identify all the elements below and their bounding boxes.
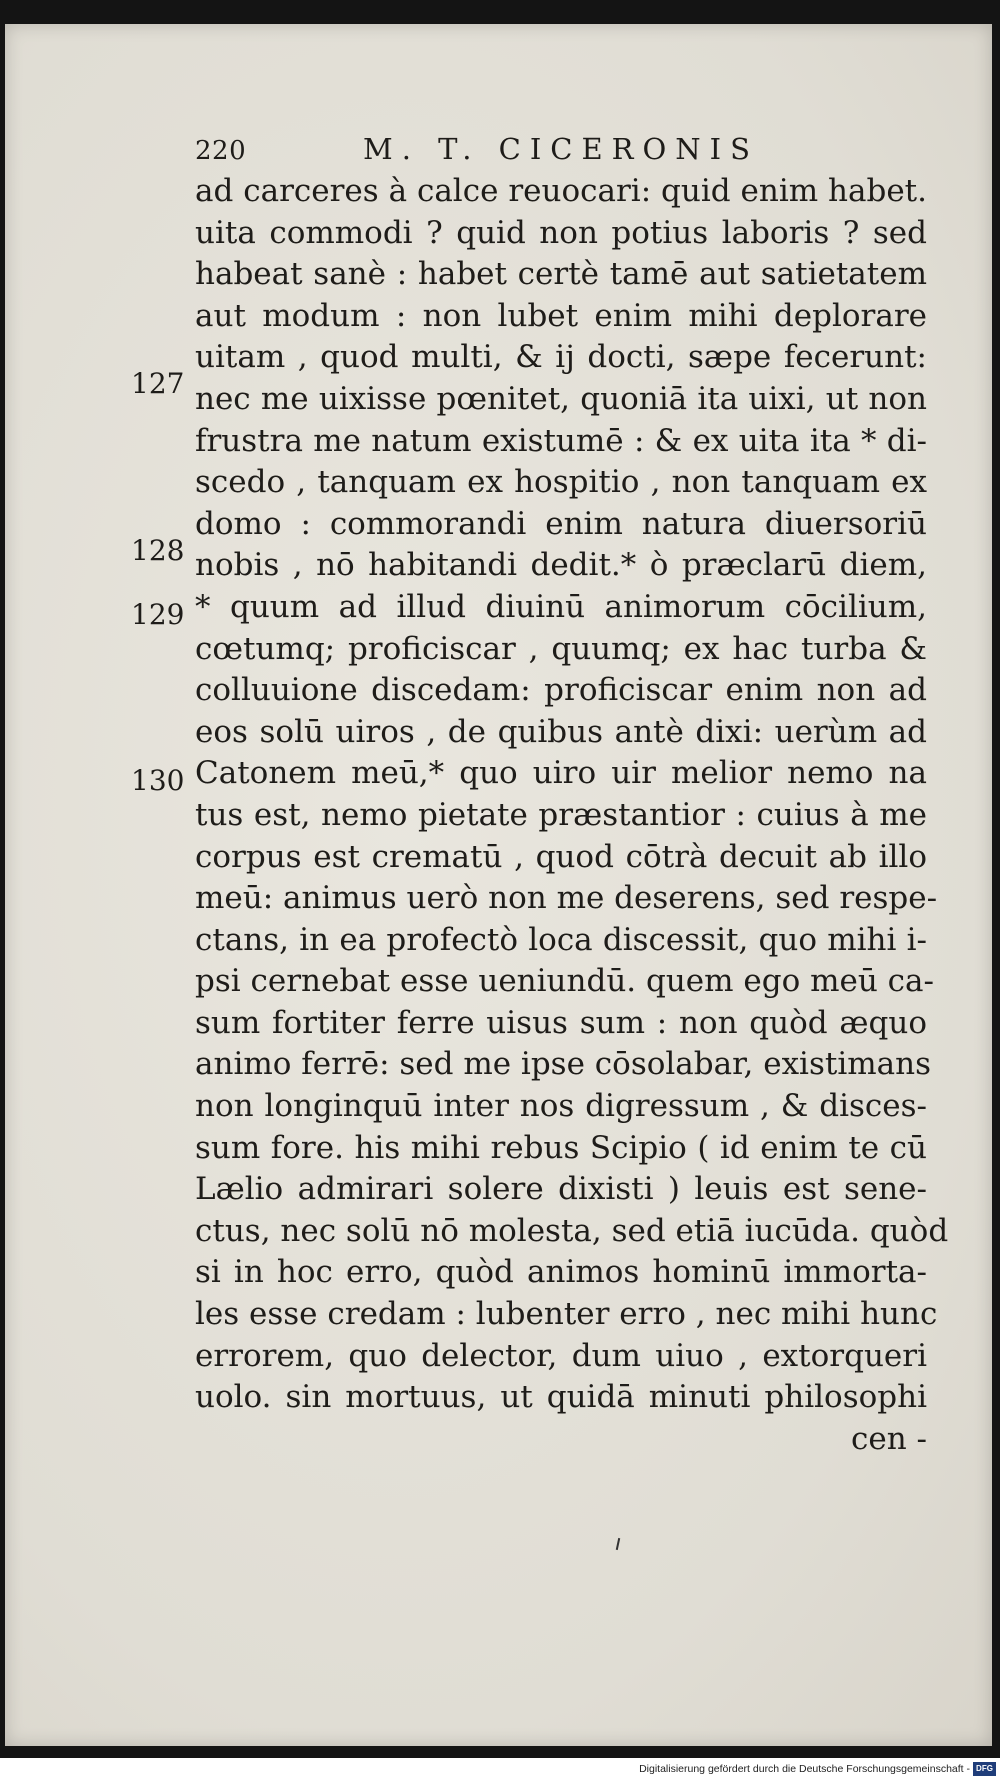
margin-number: 129 <box>131 598 185 631</box>
text-line: Lælio admirari solere dixisti ) leuis est sene- <box>195 1171 927 1208</box>
page-header <box>195 132 925 172</box>
text-line: eos solū uiros , de quibus antè dixi: uerùm ad <box>195 713 927 750</box>
text-line: animo ferrē: sed me ipse cōsolabar, existimans <box>195 1046 932 1083</box>
text-line: ctus, nec solū nō molesta, sed etiā iucūda. quòd <box>195 1212 949 1249</box>
text-line: non longinquū inter nos digressum , & disces- <box>195 1088 927 1125</box>
text-line: si in hoc erro, quòd animos hominū immorta- <box>195 1254 927 1291</box>
margin-number: 130 <box>131 764 185 797</box>
text-line: corpus est crematū , quod cōtrà decuit ab illo <box>195 838 927 875</box>
text-line: domo : commorandi enim natura diuersoriū <box>195 505 927 542</box>
text-line: sum fore. his mihi rebus Scipio ( id enim te cū <box>195 1129 927 1166</box>
text-line: ctans, in ea profectò loca discessit, quo mihi i- <box>195 921 927 958</box>
text-line: tus est, nemo pietate præstantior : cuius à me <box>195 796 927 833</box>
text-line: * quum ad illud diuinū animorum cōcilium, <box>195 588 927 625</box>
digitization-footer <box>0 1758 1000 1782</box>
text-line: cœtumq; proficiscar , quumq; ex hac turba & <box>195 630 927 667</box>
text-line: nobis , nō habitandi dedit.* ò præclarū diem, <box>195 547 927 584</box>
text-line: uitam , quod multi, & ij docti, sæpe fecerunt: <box>195 339 927 376</box>
text-line: frustra me natum existumē : & ex uita ita * di- <box>195 422 927 459</box>
text-line: ad carceres à calce reuocari: quid enim habet. <box>195 173 927 209</box>
footer-credit: Digitalisierung gefördert durch die Deutsche Forschungsgemeinschaft - <box>639 1763 970 1775</box>
body-text <box>195 171 949 1460</box>
text-line: errorem, quo delector, dum uiuo , extorqueri <box>195 1337 927 1374</box>
text-line: Catonem meū,* quo uiro uir melior nemo na <box>195 755 927 792</box>
margin-number: 128 <box>131 534 185 567</box>
text-line: nec me uixisse pœnitet, quoniā ita uixi, ut non <box>195 380 927 417</box>
text-line: scedo , tanquam ex hospitio , non tanquam ex <box>195 464 927 501</box>
page-number: 220 <box>195 136 247 166</box>
running-head: M. T. CICERONIS <box>363 132 759 166</box>
margin-number: 127 <box>131 367 185 400</box>
text-line: psi cernebat esse ueniundū. quem ego meū ca- <box>195 963 934 1000</box>
text-line: habeat sanè : habet certè tamē aut satietatem <box>195 256 927 293</box>
text-line: uolo. sin mortuus, ut quidā minuti philosophi <box>195 1379 927 1416</box>
text-line: meū: animus uerò non me deserens, sed respe- <box>195 880 938 917</box>
text-line: uita commodi ? quid non potius laboris ? sed <box>195 214 927 251</box>
text-line: sum fortiter ferre uisus sum : non quòd æquo <box>195 1004 927 1041</box>
catchword: cen - <box>850 1420 927 1457</box>
text-line: colluuione discedam: proficiscar enim non ad <box>195 672 927 709</box>
text-line: les esse credam : lubenter erro , nec mihi hunc <box>195 1296 938 1333</box>
dfg-logo-icon: DFG <box>973 1762 996 1776</box>
text-line: aut modum : non lubet enim mihi deplorare <box>195 297 927 334</box>
